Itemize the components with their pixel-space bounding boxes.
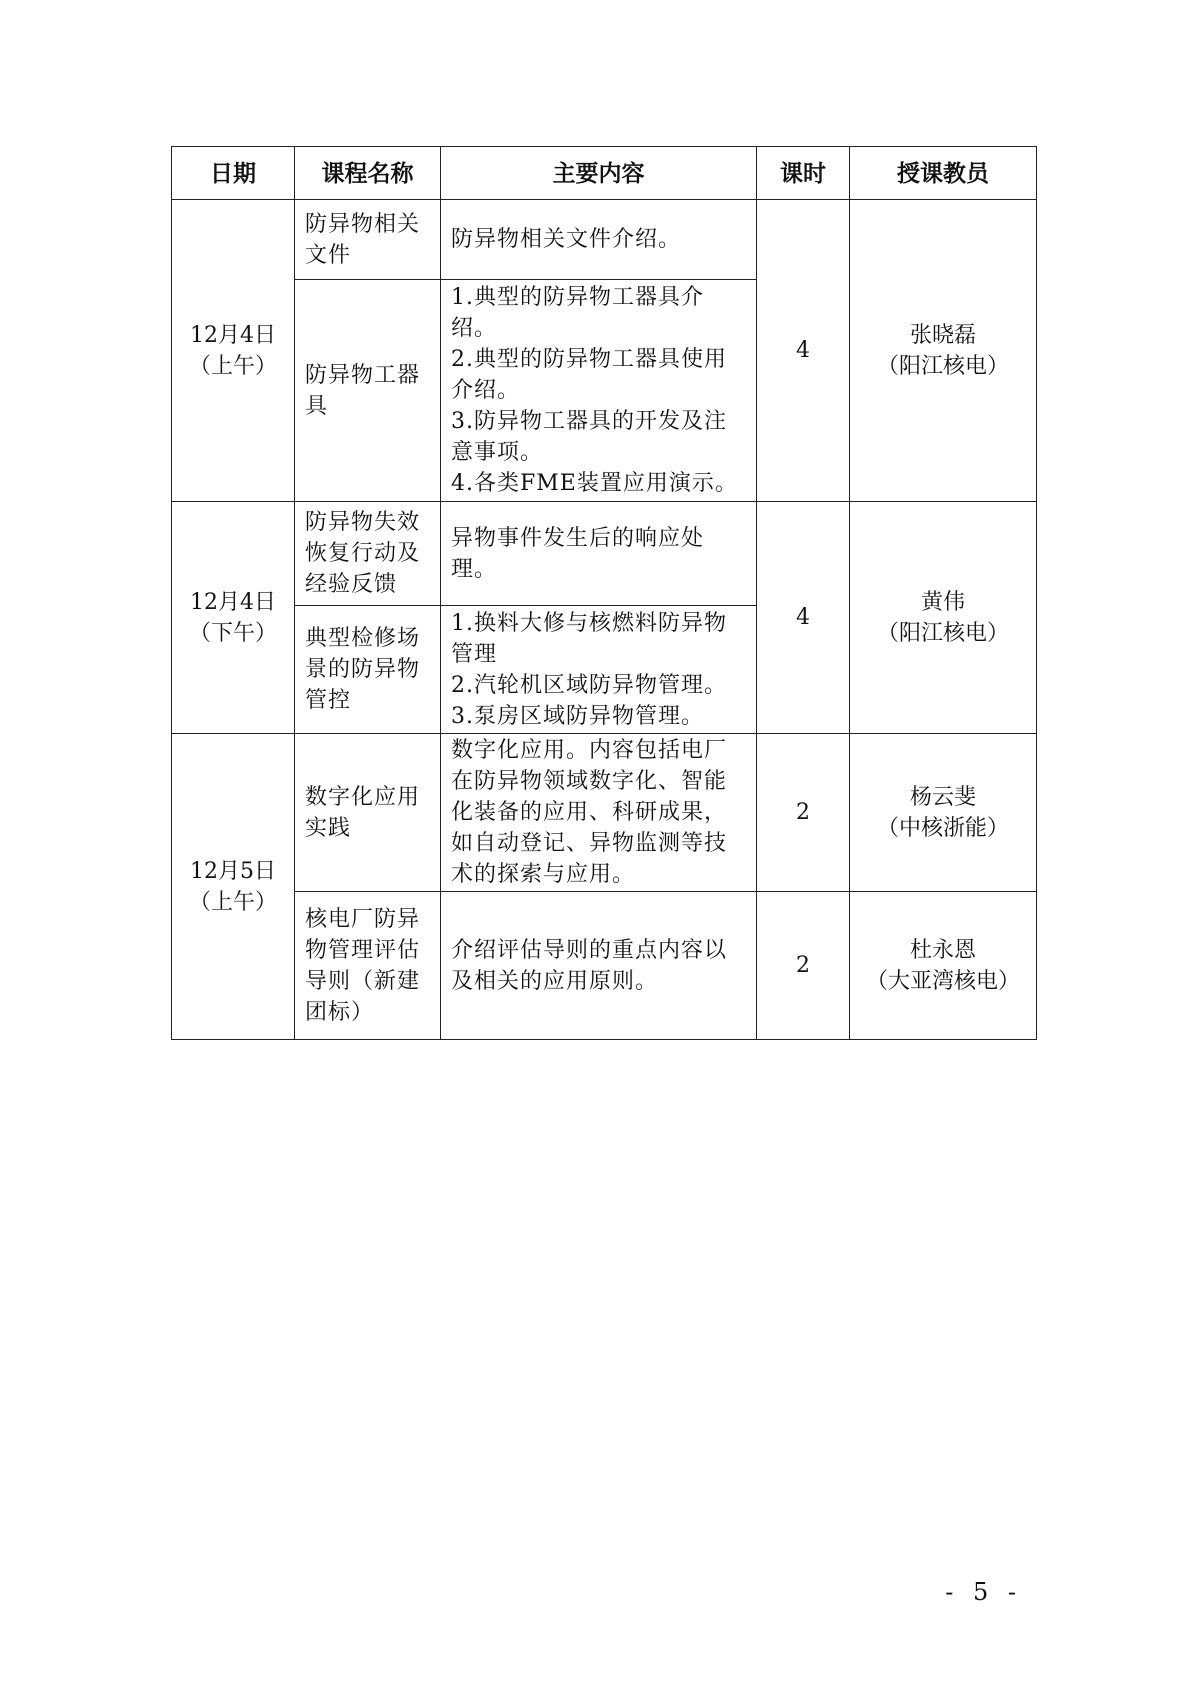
date-cell <box>172 200 295 502</box>
teacher-org: （大亚湾核电） <box>865 968 1020 994</box>
content-cell <box>441 892 757 1040</box>
teacher-name: 杨云斐 <box>909 784 976 810</box>
header-date: 日期 <box>172 147 295 200</box>
teacher-cell <box>850 502 1037 734</box>
hours-cell: 4 <box>757 200 850 502</box>
course-name-cell: 核电厂防异物管理评估导则（新建团标） <box>295 892 441 1040</box>
content-cell <box>441 502 757 606</box>
hours-cell: 2 <box>757 892 850 1040</box>
content-line: 1.换料大修与核燃料防异物管理 <box>451 610 727 667</box>
teacher-org: （阳江核电） <box>876 620 1009 646</box>
course-name-cell: 防异物失效恢复行动及经验反馈 <box>295 502 441 606</box>
teacher-cell <box>850 734 1037 892</box>
date-text: 12月4日 <box>190 589 276 615</box>
period-text: （上午） <box>188 889 277 915</box>
table-header-row <box>172 147 1037 200</box>
date-cell <box>172 734 295 1040</box>
content-cell <box>441 280 757 502</box>
hours-cell: 2 <box>757 734 850 892</box>
header-teacher: 授课教员 <box>850 147 1037 200</box>
date-text: 12月5日 <box>190 858 276 884</box>
table-row <box>172 502 1037 606</box>
content-line: 介绍评估导则的重点内容以及相关的应用原则。 <box>451 937 728 994</box>
content-line: 1.典型的防异物工器具介绍。 <box>451 285 704 341</box>
period-text: （下午） <box>188 620 277 646</box>
content-line: 4.各类FME装置应用演示。 <box>451 471 738 496</box>
date-cell <box>172 502 295 734</box>
content-cell <box>441 606 757 734</box>
teacher-org: （中核浙能） <box>876 815 1009 841</box>
content-line: 3.泵房区域防异物管理。 <box>451 703 704 729</box>
content-line: 异物事件发生后的响应处理。 <box>451 525 705 582</box>
course-name-cell: 防异物相关文件 <box>295 200 441 280</box>
header-main-content: 主要内容 <box>441 147 757 200</box>
table-row <box>172 734 1037 892</box>
period-text: （上午） <box>188 353 277 379</box>
course-name-cell: 数字化应用实践 <box>295 734 441 892</box>
content-line: 2.汽轮机区域防异物管理。 <box>451 672 727 698</box>
hours-cell: 4 <box>757 502 850 734</box>
table-row <box>172 200 1037 280</box>
teacher-name: 张晓磊 <box>909 322 976 348</box>
course-name-cell: 防异物工器具 <box>295 280 441 502</box>
content-line: 防异物相关文件介绍。 <box>451 227 682 252</box>
teacher-name: 杜永恩 <box>909 937 976 963</box>
content-cell <box>441 734 757 892</box>
teacher-cell <box>850 200 1037 502</box>
header-course-name: 课程名称 <box>295 147 441 200</box>
teacher-name: 黄伟 <box>920 589 965 615</box>
page-number: - 5 - <box>945 1578 1022 1606</box>
teacher-org: （阳江核电） <box>876 353 1009 379</box>
table-row <box>172 892 1037 1040</box>
date-text: 12月4日 <box>190 322 276 348</box>
course-name-cell: 典型检修场景的防异物管控 <box>295 606 441 734</box>
content-cell <box>441 200 757 280</box>
teacher-cell <box>850 892 1037 1040</box>
course-schedule-table <box>171 146 1037 1040</box>
content-line: 3.防异物工器具的开发及注意事项。 <box>451 409 727 465</box>
content-line: 数字化应用。内容包括电厂在防异物领域数字化、智能化装备的应用、科研成果，如自动登记、异物监测等技术的探索与应用。 <box>451 738 728 887</box>
content-line: 2.典型的防异物工器具使用介绍。 <box>451 347 727 403</box>
header-hours: 课时 <box>757 147 850 200</box>
